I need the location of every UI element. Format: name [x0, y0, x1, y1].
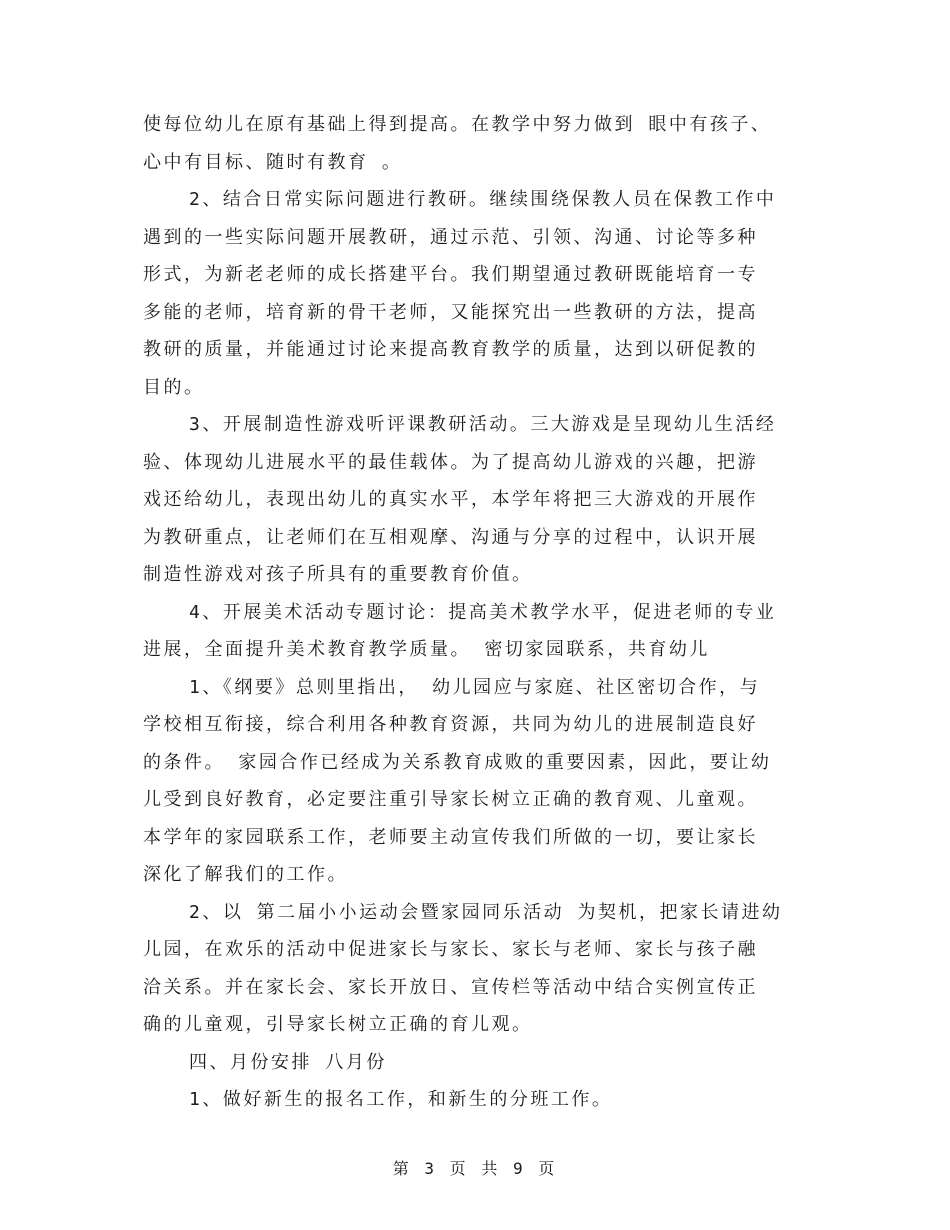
text-line: 的条件。 家园合作已经成为关系教育成败的重要因素，因此，要让幼	[143, 751, 772, 773]
text-line: 戏还给幼儿，表现出幼儿的真实水平，本学年将把三大游戏的开展作	[143, 489, 758, 510]
text-line: 进展，全面提升美术教育教学质量。 密切家园联系，共育幼儿	[143, 639, 710, 660]
text-line: 多能的老师，培育新的骨干老师，又能探究出一些教研的方法，提高	[143, 301, 758, 323]
paragraph-start-line: 1、《纲要》总则里指出， 幼儿园应与家庭、社区密切合作，与	[189, 676, 761, 698]
text-line: 为教研重点，让老师们在互相观摩、沟通与分享的过程中，认识开展	[143, 526, 758, 548]
text-line: 遇到的一些实际问题开展教研，通过示范、引领、沟通、讨论等多种	[143, 226, 758, 248]
paragraph-start-line: 2、以 第二届小小运动会暨家园同乐活动 为契机，把家长请进幼	[189, 901, 783, 923]
text-line: 本学年的家园联系工作，老师要主动宣传我们所做的一切，要让家长	[143, 826, 758, 848]
text-line: 制造性游戏对孩子所具有的重要教育价值。	[143, 564, 533, 585]
paragraph-start-line: 4、开展美术活动专题讨论：提高美术教学水平，促进老师的专业	[189, 601, 777, 623]
text-line: 验、体现幼儿进展水平的最佳载体。为了提高幼儿游戏的兴趣，把游	[143, 451, 758, 473]
text-line: 儿园，在欢乐的活动中促进家长与家长、家长与老师、家长与孩子融	[143, 939, 758, 960]
paragraph-start-line: 1、做好新生的报名工作，和新生的分班工作。	[189, 1089, 613, 1110]
text-line: 确的儿童观，引导家长树立正确的育儿观。	[143, 1014, 533, 1035]
text-line: 儿受到良好教育，必定要注重引导家长树立正确的教育观、儿童观。	[143, 789, 758, 810]
page-number-footer: 第 3 页 共 9 页	[392, 1159, 558, 1178]
paragraph-start-line: 3、开展制造性游戏听评课教研活动。三大游戏是呈现幼儿生活经	[189, 414, 777, 435]
text-line: 洽关系。并在家长会、家长开放日、宣传栏等活动中结合实例宣传正	[143, 976, 758, 998]
section-heading-line: 四、月份安排 八月份	[189, 1051, 387, 1073]
document-body	[143, 106, 807, 1119]
paragraph-start-line: 2、结合日常实际问题进行教研。继续围绕保教人员在保教工作中	[189, 189, 777, 210]
text-line: 心中有目标、随时有教育 。	[143, 151, 403, 173]
text-line: 深化了解我们的工作。	[143, 864, 348, 885]
text-line: 形式，为新老老师的成长搭建平台。我们期望通过教研既能培育一专	[143, 264, 758, 285]
text-line: 目的。	[143, 376, 205, 398]
text-line: 学校相互衔接，综合利用各种教育资源，共同为幼儿的进展制造良好	[143, 714, 758, 735]
text-line: 教研的质量，并能通过讨论来提高教育教学的质量，达到以研促教的	[143, 339, 758, 360]
text-line: 使每位幼儿在原有基础上得到提高。在教学中努力做到 眼中有孩子、	[143, 114, 772, 135]
